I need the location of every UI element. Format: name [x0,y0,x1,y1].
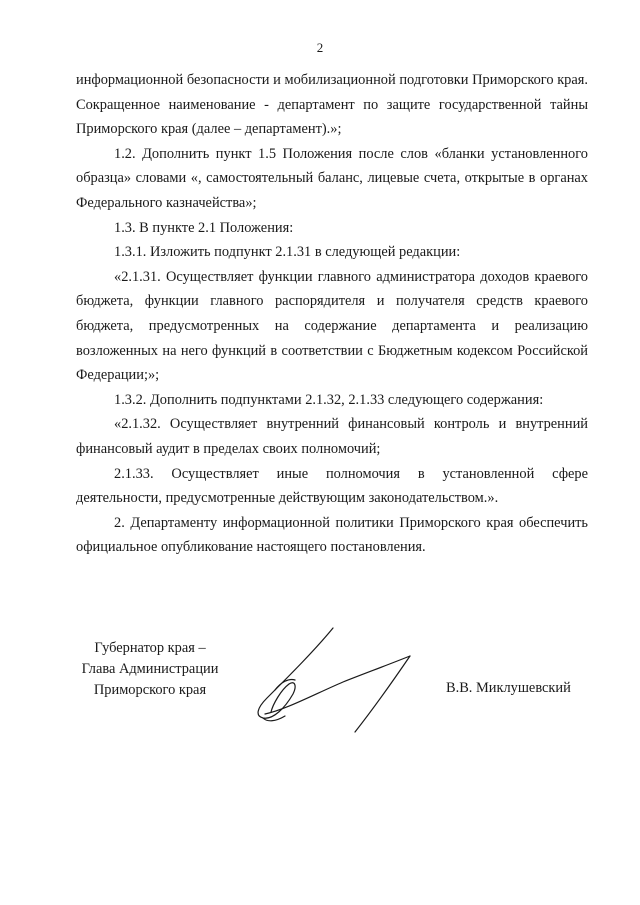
signature-block [0,638,640,758]
page-number: 2 [316,40,324,55]
paragraph-1-3-1: 1.3.1. Изложить подпункт 2.1.31 в следующей редакции: [114,244,461,261]
paragraph-2-1-32: «2.1.32. Осуществляет внутренний финансовый контроль и внутренний финансовый аудит в пределах своих полномочий; [76,416,588,457]
paragraph-2: 2. Департаменту информационной политики Приморского края обеспечить официальное опубликование настоящего постановления. [76,514,588,556]
signer-name: В.В. Миклушевский [446,680,571,696]
signer-title-line3: Приморского края [93,682,207,698]
signer-title-line2: Глава Администрации [81,661,219,677]
paragraph-1-3: 1.3. В пункте 2.1 Положения: [114,219,294,236]
paragraph-1-3-2: 1.3.2. Дополнить подпунктами 2.1.32, 2.1.33 следующего содержания: [114,391,544,408]
paragraph-2-1-31: «2.1.31. Осуществляет функции главного администратора доходов краевого бюджета, функции главного распорядителя и получателя средств краевого бюджета, предусмотренных на содержание департамента и реализацию возложенных на него функций в соответствии с Бюджетным кодексом Российской Федерации;»; [76,268,588,384]
paragraph-1-2: 1.2. Дополнить пункт 1.5 Положения после слов «бланки установленного образца» словами «, самостоятельный баланс, лицевые счета, открытые в органах Федерального казначейства»; [76,145,588,211]
paragraph-continuation: информационной безопасности и мобилизационной подготовки Приморского края. Сокращенное наименование - департамент по защите государственной тайны Приморского края (далее – департамент).»; [76,72,588,138]
handwritten-signature [245,620,435,750]
document-body [76,68,588,560]
paragraph-2-1-33: 2.1.33. Осуществляет иные полномочия в установленной сфере деятельности, предусмотренные действующим законодательством.». [76,465,588,507]
signer-title-line1: Губернатор края – [94,640,206,656]
signer-title [70,638,230,701]
